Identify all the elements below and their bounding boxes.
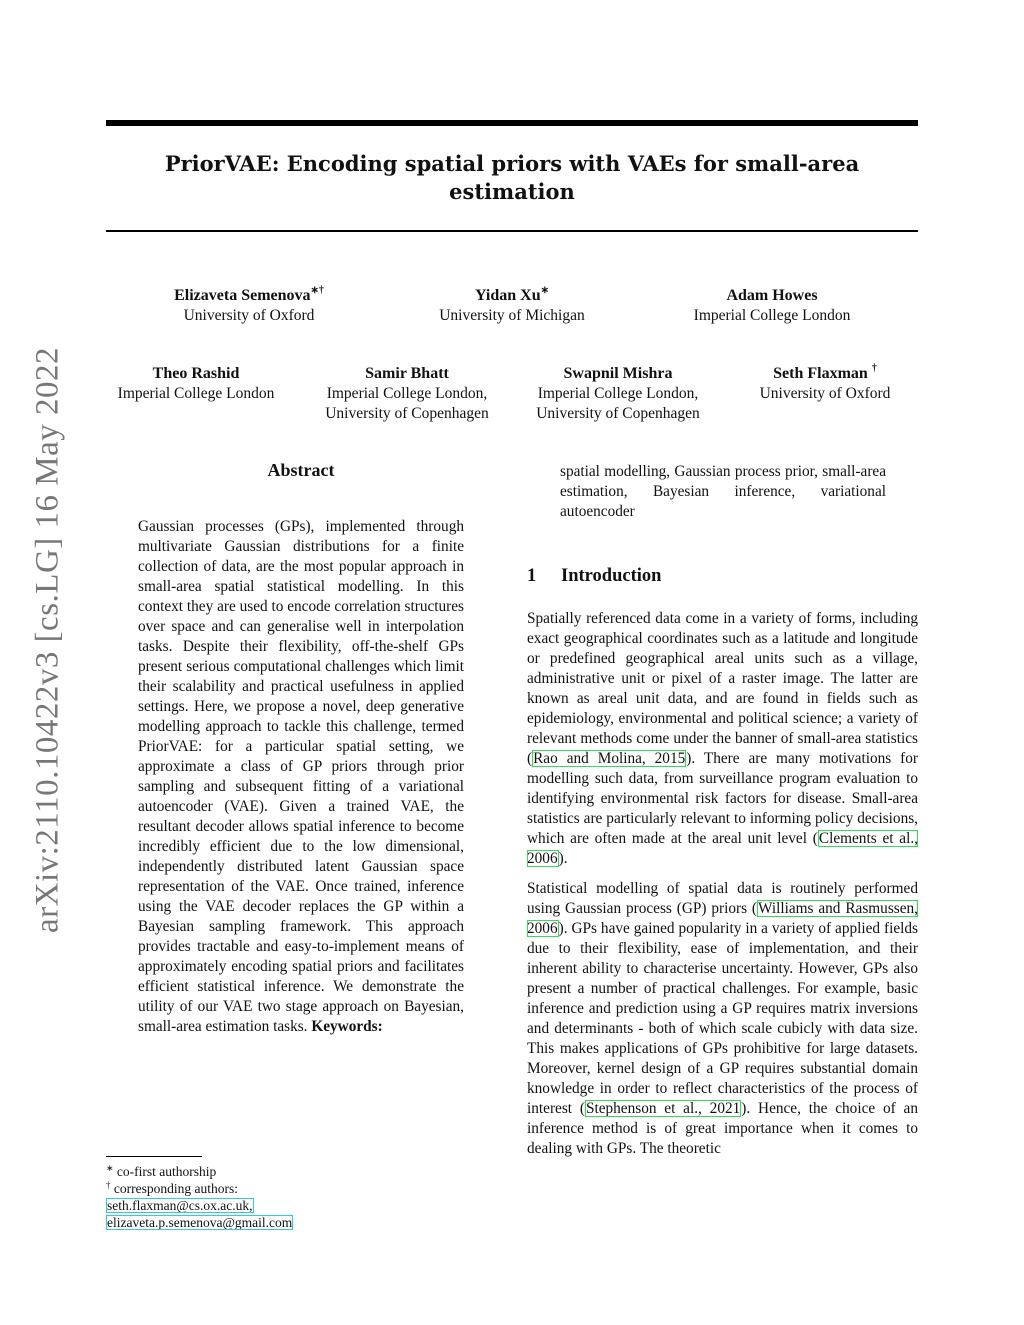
author-name: Swapnil Mishra [563, 365, 673, 382]
paragraph-text: ). [558, 850, 568, 867]
author-name: Yidan Xu [474, 287, 541, 304]
abstract-heading: Abstract [267, 460, 335, 480]
author-mark: ∗ [540, 285, 550, 296]
author-block [518, 364, 718, 424]
keywords-label: Keywords: [311, 1018, 383, 1035]
abstract-text [138, 517, 464, 1037]
author-name: Seth Flaxman [773, 365, 868, 382]
footnote-mark: † [106, 1180, 111, 1190]
author-name: Elizaveta Semenova [174, 287, 311, 304]
paragraph-text: ). There are many motivations for modelling such data, from surveillance program evaluation to identifying environmental risk factors for disease. Small-area statistics are particularly relevant to informing policy decisions, which are often made at the areal unit level ( [527, 750, 918, 847]
author-affiliation: Imperial College London, [537, 385, 699, 402]
paragraph [527, 609, 918, 869]
footnote-rule [106, 1156, 202, 1157]
paper-title: PriorVAE: Encoding spatial priors with VAEs for small-area estimation [164, 151, 860, 204]
author-name: Adam Howes [726, 287, 818, 304]
footnote [106, 1163, 506, 1180]
footnote-email-line [106, 1214, 506, 1231]
introduction-body [527, 609, 918, 1169]
author-affiliation: University of Oxford [183, 307, 315, 324]
author-block [725, 364, 925, 404]
footnotes [106, 1163, 506, 1231]
arxiv-identifier: arXiv:2110.10422v3 [cs.LG] 16 May 2022 [29, 346, 66, 934]
footnote-text: co-first authorship [116, 1164, 217, 1179]
paragraph-text: Spatially referenced data come in a variety of forms, including exact geographical coordinates such as a latitude and longitude or predefined geographical areal units such as a village, administrative unit or pixel of a raster image. The latter are known as areal unit data, and are found in fields such as epidemiology, environmental and political science; a variety of relevant methods come under the banner of small-area statistics ( [527, 610, 918, 767]
author-block [307, 364, 507, 424]
title-bottom-rule [106, 230, 918, 232]
citation-link[interactable]: Rao and Molina, 2015 [533, 750, 686, 767]
author-affiliation: University of Copenhagen [536, 405, 700, 422]
footnote-mark: ∗ [106, 1163, 114, 1173]
author-affiliation: University of Copenhagen [325, 405, 489, 422]
footnote-email-line [106, 1197, 506, 1214]
citation-link[interactable]: Stephenson et al., 2021 [585, 1100, 741, 1117]
author-affiliation: Imperial College London [693, 307, 851, 324]
email-separator: , [249, 1198, 253, 1213]
email-text: seth.flaxman@cs.ox.ac.uk [107, 1198, 250, 1213]
author-block [149, 286, 349, 326]
author-block [96, 364, 296, 404]
abstract-paragraph: Gaussian processes (GPs), implemented through multivariate Gaussian distributions for a finite collection of data, are the most popular approach in small-area spatial statistical modelling. In this context they are used to encode correlation structures over space and can generalise well in interpolation tasks. Despite their flexibility, off-the-shelf GPs present serious computational challenges which limit their scalability and practical usefulness in applied settings. Here, we propose a novel, deep generative modelling approach to tackle this challenge, termed PriorVAE: for a particular spatial setting, we approximate a class of GP priors through prior sampling and subsequent fitting of a variational autoencoder (VAE). Given a trained VAE, the resultant decoder allows spatial inference to become incredibly efficient due to the low dimensional, independently distributed latent Gaussian space representation of the VAE. Once trained, inference using the VAE decoder replaces the GP within a Bayesian sampling framework. This approach provides tractable and easy-to-implement means of approximately encoding spatial priors and facilitates efficient statistical inference. We demonstrate the utility of our VAE two stage approach on Bayesian, small-area estimation tasks. [138, 518, 464, 1035]
paragraph-text: ). Hence, the choice of an inference method is of great importance when it comes to dealing with GPs. The theoretic [527, 1100, 918, 1157]
section-number: 1 [527, 566, 537, 586]
email-link[interactable]: elizaveta.p.semenova@gmail.com [107, 1215, 293, 1230]
author-mark: † [871, 363, 877, 374]
citation-link[interactable]: Clements et al., 2006 [527, 830, 918, 867]
section-heading [527, 566, 917, 587]
paragraph-text: Statistical modelling of spatial data is routinely performed using Gaussian process (GP) priors ( [527, 880, 918, 917]
footnote [106, 1180, 506, 1197]
author-affiliation: University of Michigan [439, 307, 585, 324]
author-block [412, 286, 612, 326]
author-block [672, 286, 872, 326]
paragraph-text: ). GPs have gained popularity in a variety of applied fields due to their flexibility, ease of implementation, and their inherent ability to characterise uncertainty. However, GPs also present a number of practical challenges. For example, basic inference and prediction using a GP requires matrix inversions and determinants - both of which scale cubicly with data size. This makes applications of GPs prohibitive for large datasets. Moreover, kernel design of a GP requires substantial domain knowledge in order to reflect characteristics of the process of interest ( [527, 920, 918, 1117]
footnote-text: corresponding authors: [113, 1181, 238, 1196]
author-mark: ∗† [310, 285, 324, 296]
author-affiliation: University of Oxford [759, 385, 891, 402]
title-top-rule [106, 120, 918, 126]
author-affiliation: Imperial College London [117, 385, 275, 402]
author-name: Samir Bhatt [365, 365, 449, 382]
keywords-text: spatial modelling, Gaussian process prior, small-area estimation, Bayesian inference, variational autoencoder [560, 463, 886, 520]
citation-link[interactable]: Williams and Rasmussen, 2006 [527, 900, 918, 937]
section-title: Introduction [561, 566, 662, 586]
author-affiliation: Imperial College London, [326, 385, 488, 402]
email-link[interactable] [106, 1198, 254, 1213]
paragraph [527, 879, 918, 1159]
author-name: Theo Rashid [152, 365, 240, 382]
